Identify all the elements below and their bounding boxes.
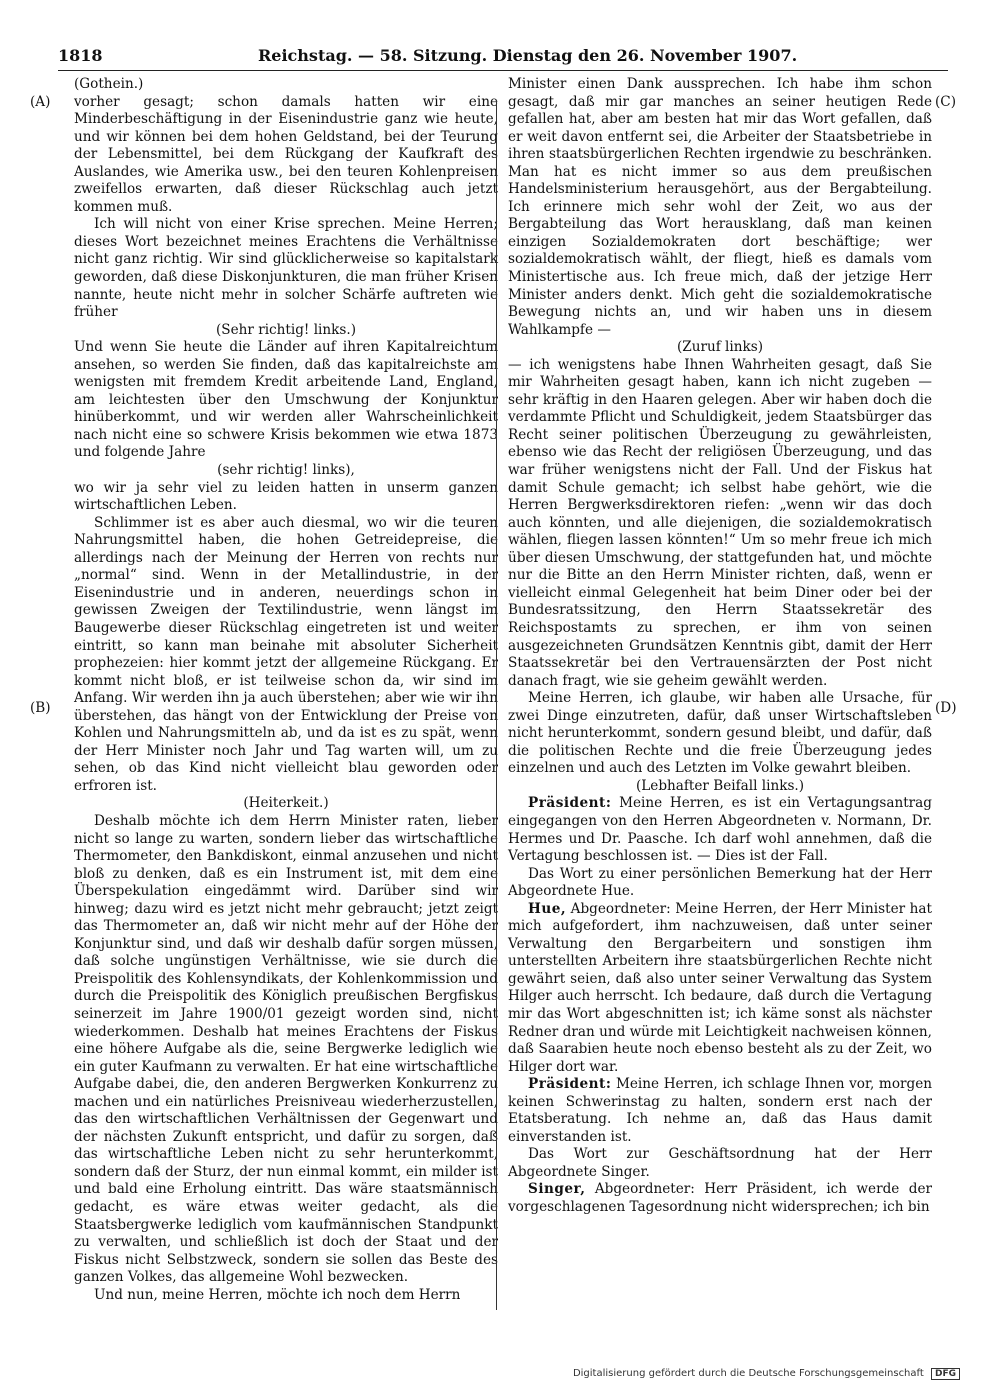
footer-credit: Digitalisierung gefördert durch die Deutsche Forschungsgemeinschaft: [572, 1368, 924, 1379]
speaker-name: Präsident:: [528, 1076, 612, 1093]
page-number: 1818: [58, 46, 103, 65]
speech-paragraph: [508, 901, 932, 1076]
body-paragraph: Und wenn Sie heute die Länder auf ihren Kapitalreichtum ansehen, so werden Sie finden, daß das kapitalreichste am wenigsten mit fremdem Kredit arbeitende Land, England, am leichtesten über den Umschwung der Konjunktur hinüberkommt, und wir werden aller Wahrscheinlichkeit nach nicht eine so schwere Krisis bekommen wie etwa 1873 und folgende Jahre: [74, 339, 498, 461]
interjection: (Lebhafter Beifall links.): [635, 777, 805, 794]
right-column: [508, 76, 932, 1217]
speech-paragraph: [508, 795, 932, 865]
left-column: [74, 76, 498, 1304]
body-paragraph: Das Wort zur Geschäftsordnung hat der Herr Abgeordnete Singer.: [508, 1146, 932, 1180]
interjection: (Sehr richtig! links.): [215, 321, 357, 338]
speech-text: Abgeordneter: Meine Herren, der Herr Minister hat mich aufgefordert, ihm nachzuweisen, daß unter seiner Verwaltung den Bergarbeitern und sonstigen ihm unterstellten Arbeitern ihre staatsbürgerlichen Rechte nicht gewährt seien, daß also unter seiner Verwaltung das System Hilger auch herrscht. Ich bedaure, daß durch die Vertagung mir das Wort abgeschnitten ist; ich käme sonst als nächster Redner dran und würde mit Leichtigkeit nachweisen können, daß Saarabien heute noch ebenso besteht als zu der Zeit, wo Hilger dort war.: [508, 900, 932, 1075]
body-paragraph: Deshalb möchte ich dem Herrn Minister raten, lieber nicht so lange zu warten, sondern lieber das wirtschaftliche Thermometer, den Bankdiskont, einmal anzusehen und nicht bloß zu denken, daß es ein Instrument ist, mit dem eine Überspekulation eingedämmt wird. Darüber sind wir hinweg; dazu wird es jetzt nicht mehr gebraucht; jetzt zeigt das Thermometer an, daß wir nicht mehr auf der Höhe der Konjunktur sind, und daß wir deshalb dafür sorgen müssen, daß solche ungünstigen Verhältnisse, wie sie durch die Preispolitik des Kohlensyndikats, der Kohlenkommission und durch die Preispolitik des Königlich preußischen Bergfiskus seinerzeit im Jahre 1900/01 gezeigt worden sind, nicht wiederkommen. Deshalb hat meines Erachtens der Fiskus eine höhere Aufgabe als die, seine Bergwerke lediglich wie ein guter Kaufmann zu verwalten. Er hat eine wirtschaftliche Aufgabe dabei, die, den anderen Bergwerken Konkurrenz zu machen und ein natürliches Preisniveau wiederherzustellen, das den wirtschaftlichen Verhältnissen der Gegenwart und der nächsten Zukunft entspricht, und dafür zu sorgen, daß das wirtschaftliche Leben nicht zu sehr herunterkommt, sondern daß der Sturz, der nun einmal kommt, ein milder ist und bald eine Erholung eintritt. Das wäre staatsmännisch gedacht, es wäre etwas weiter gedacht, als die Staatsbergwerke lediglich vom kaufmännischen Standpunkt zu verwalten, und schließlich ist doch der Staat und der Fiskus nicht Selbstzweck, sondern sie sollen das Beste des ganzen Volkes, das allgemeine Wohl bezwecken.: [74, 812, 498, 1286]
body-paragraph: vorher gesagt; schon damals hatten wir eine Minderbeschäftigung in der Eisenindustrie ganz wie heute, und wir können bei dem hohen Geldstand, bei der Teurung der Lebensmittel, bei dem Rückgang der Kaufkraft des Auslandes, wie Amerika usw., bei den teuren Kohlenpreisen zweifellos erwarten, daß dieser Rückschlag auch jetzt kommen muß.: [74, 93, 498, 215]
body-paragraph: Schlimmer ist es aber auch diesmal, wo wir die teuren Nahrungsmittel haben, die hohen Getreidepreise, die allerdings nach der Meinung der Herren von rechts nur „normal“ sind. Wenn in der Metallindustrie, in der Eisenindustrie und in anderen, neuerdings schon in gewissen Zweigen der Textilindustrie, wenn längst im Baugewerbe dieser Rückschlag eingetreten ist und weiter eintritt, so kann man beinahe mit absoluter Sicherheit prophezeien: hier kommt jetzt der allgemeine Rückgang. Er kommt nicht bloß, er ist teilweise schon da, wir sind im Anfang. Wir werden ihn ja auch überstehen; aber wie wir ihn überstehen, das hängt von der Entwicklung der Preise von Kohlen und Nahrungsmitteln ab, und da ist es zu spät, wenn der Herr Minister noch Jahr und Tag warten will, um zu sehen, ob das Kind nicht vielleicht blau geworden oder erfroren ist.: [74, 514, 498, 794]
margin-marker-c: (C): [935, 94, 957, 110]
interjection: (Heiterkeit.): [243, 795, 329, 812]
speaker-name: Singer,: [528, 1181, 586, 1198]
speaker-name: Präsident:: [528, 795, 612, 812]
footer: [573, 1368, 960, 1380]
margin-marker-a: (A): [30, 94, 51, 110]
page-header: [58, 44, 948, 70]
interjection: (sehr richtig! links),: [217, 462, 355, 479]
running-title: Reichstag. — 58. Sitzung. Dienstag den 26. November 1907.: [258, 46, 798, 65]
interjection: (Zuruf links): [676, 339, 764, 356]
body-paragraph: (Gothein.): [74, 76, 144, 92]
body-paragraph: Und nun, meine Herren, möchte ich noch dem Herrn: [94, 1286, 461, 1303]
margin-marker-d: (D): [935, 700, 957, 716]
speech-paragraph: [508, 1076, 932, 1146]
speech-text: Meine Herren, es ist ein Vertagungsantrag eingegangen von den Herren Abgeordneten v. Normann, Dr. Hermes und Dr. Paasche. Ich darf wohl annehmen, daß die Vertagung beschlossen ist. — Dies ist der Fall.: [508, 795, 932, 865]
speech-text: Meine Herren, ich schlage Ihnen vor, morgen keinen Schwerinstag zu halten, sondern erst nach der Etatsberatung. Ich nehme an, daß das Haus damit einverstanden ist.: [508, 1076, 932, 1145]
dfg-logo: DFG: [931, 1368, 960, 1380]
margin-marker-b: (B): [30, 700, 51, 716]
speech-text: Abgeordneter: Herr Präsident, ich werde der vorgeschlagenen Tagesordnung nicht widersprechen; ich bin: [508, 1181, 932, 1215]
speech-paragraph: [508, 1181, 932, 1216]
body-paragraph: — ich wenigstens habe Ihnen Wahrheiten gesagt, daß Sie mir Wahrheiten gesagt haben, kann ich nicht zugeben — sehr kräftig in den Haaren gelegen. Aber wir haben doch die verdammte Pflicht und Schuldigkeit, jedem Staatsbürger das Recht seiner politischen Überzeugung zu gewährleisten, ebenso wie das Recht der religiösen Überzeugung, und das war früher wenigstens nicht der Fall. Und der Fiskus hat damit Schule gemacht; ich selbst habe gehört, wie die Herren Bergwerksdirektoren riefen: „wenn wir das doch auch könnten, und alle diejenigen, die sozialdemokratisch wählen, fliegen lassen könnten!“ Um so mehr freue ich mich über diesen Umschwung, der stattgefunden hat, und möchte nur die Bitte an den Herrn Minister richten, daß, wenn er vielleicht einmal Gelegenheit hat beim Diner oder bei der Bundesratssitzung, den Herrn Staatssekretär des Reichspostamts zu sprechen, er ihm von seinen ausgezeichneten Grundsätzen Kenntnis gibt, damit der Herr Staatssekretär bei den Vertrauensärzten der Post nicht danach fragt, wie sie geheim gewählt werden.: [508, 356, 932, 689]
speaker-name: Hue,: [528, 900, 567, 917]
column-divider: [496, 100, 497, 1310]
body-paragraph: Ich will nicht von einer Krise sprechen. Meine Herren; dieses Wort bezeichnet meines Erachtens die Verhältnisse nicht ganz richtig. Wir sind glücklicherweise so kapitalstark geworden, daß diese Diskonjunkturen, die man früher Krisen nannte, heute nicht mehr in solcher Schärfe auftreten wie früher: [74, 216, 498, 321]
header-rule: [58, 70, 948, 71]
body-paragraph: Das Wort zu einer persönlichen Bemerkung hat der Herr Abgeordnete Hue.: [508, 865, 932, 900]
body-paragraph: wo wir ja sehr viel zu leiden hatten in unserm ganzen wirtschaftlichen Leben.: [74, 479, 498, 514]
body-paragraph: Meine Herren, ich glaube, wir haben alle Ursache, für zwei Dinge einzutreten, dafür, daß unser Wirtschaftsleben nicht herunterkommt, sondern gesund bleibt, und dafür, daß die politischen Rechte und die freie Überzeugung jedes einzelnen und auch des Letzten im Volke gewahrt bleiben.: [508, 690, 932, 777]
body-paragraph: Minister einen Dank aussprechen. Ich habe ihm schon gesagt, daß mir gar manches an seiner heutigen Rede gefallen hat, aber am besten hat mir das Wort gefallen, daß er weit davon entfernt sei, die Arbeiter der Staatsbetriebe in ihren staatsbürgerlichen Rechten irgendwie zu beschränken. Man hat es nicht immer so aus dem preußischen Handelsministerium herausgehört, aus der Bergabteilung. Ich erinnere mich sehr wohl der Zeit, wo aus der Bergabteilung das Wort herausklang, daß man keinen einzigen Sozialdemokraten dort beschäftige; wer sozialdemokratisch wählt, der fliegt, hieß es damals vom Ministertische aus. Ich freue mich, daß der jetzige Herr Minister anders denkt. Mich geht die sozialdemokratische Bewegung nichts an, und wir haben uns in diesem Wahlkampfe —: [508, 76, 932, 338]
